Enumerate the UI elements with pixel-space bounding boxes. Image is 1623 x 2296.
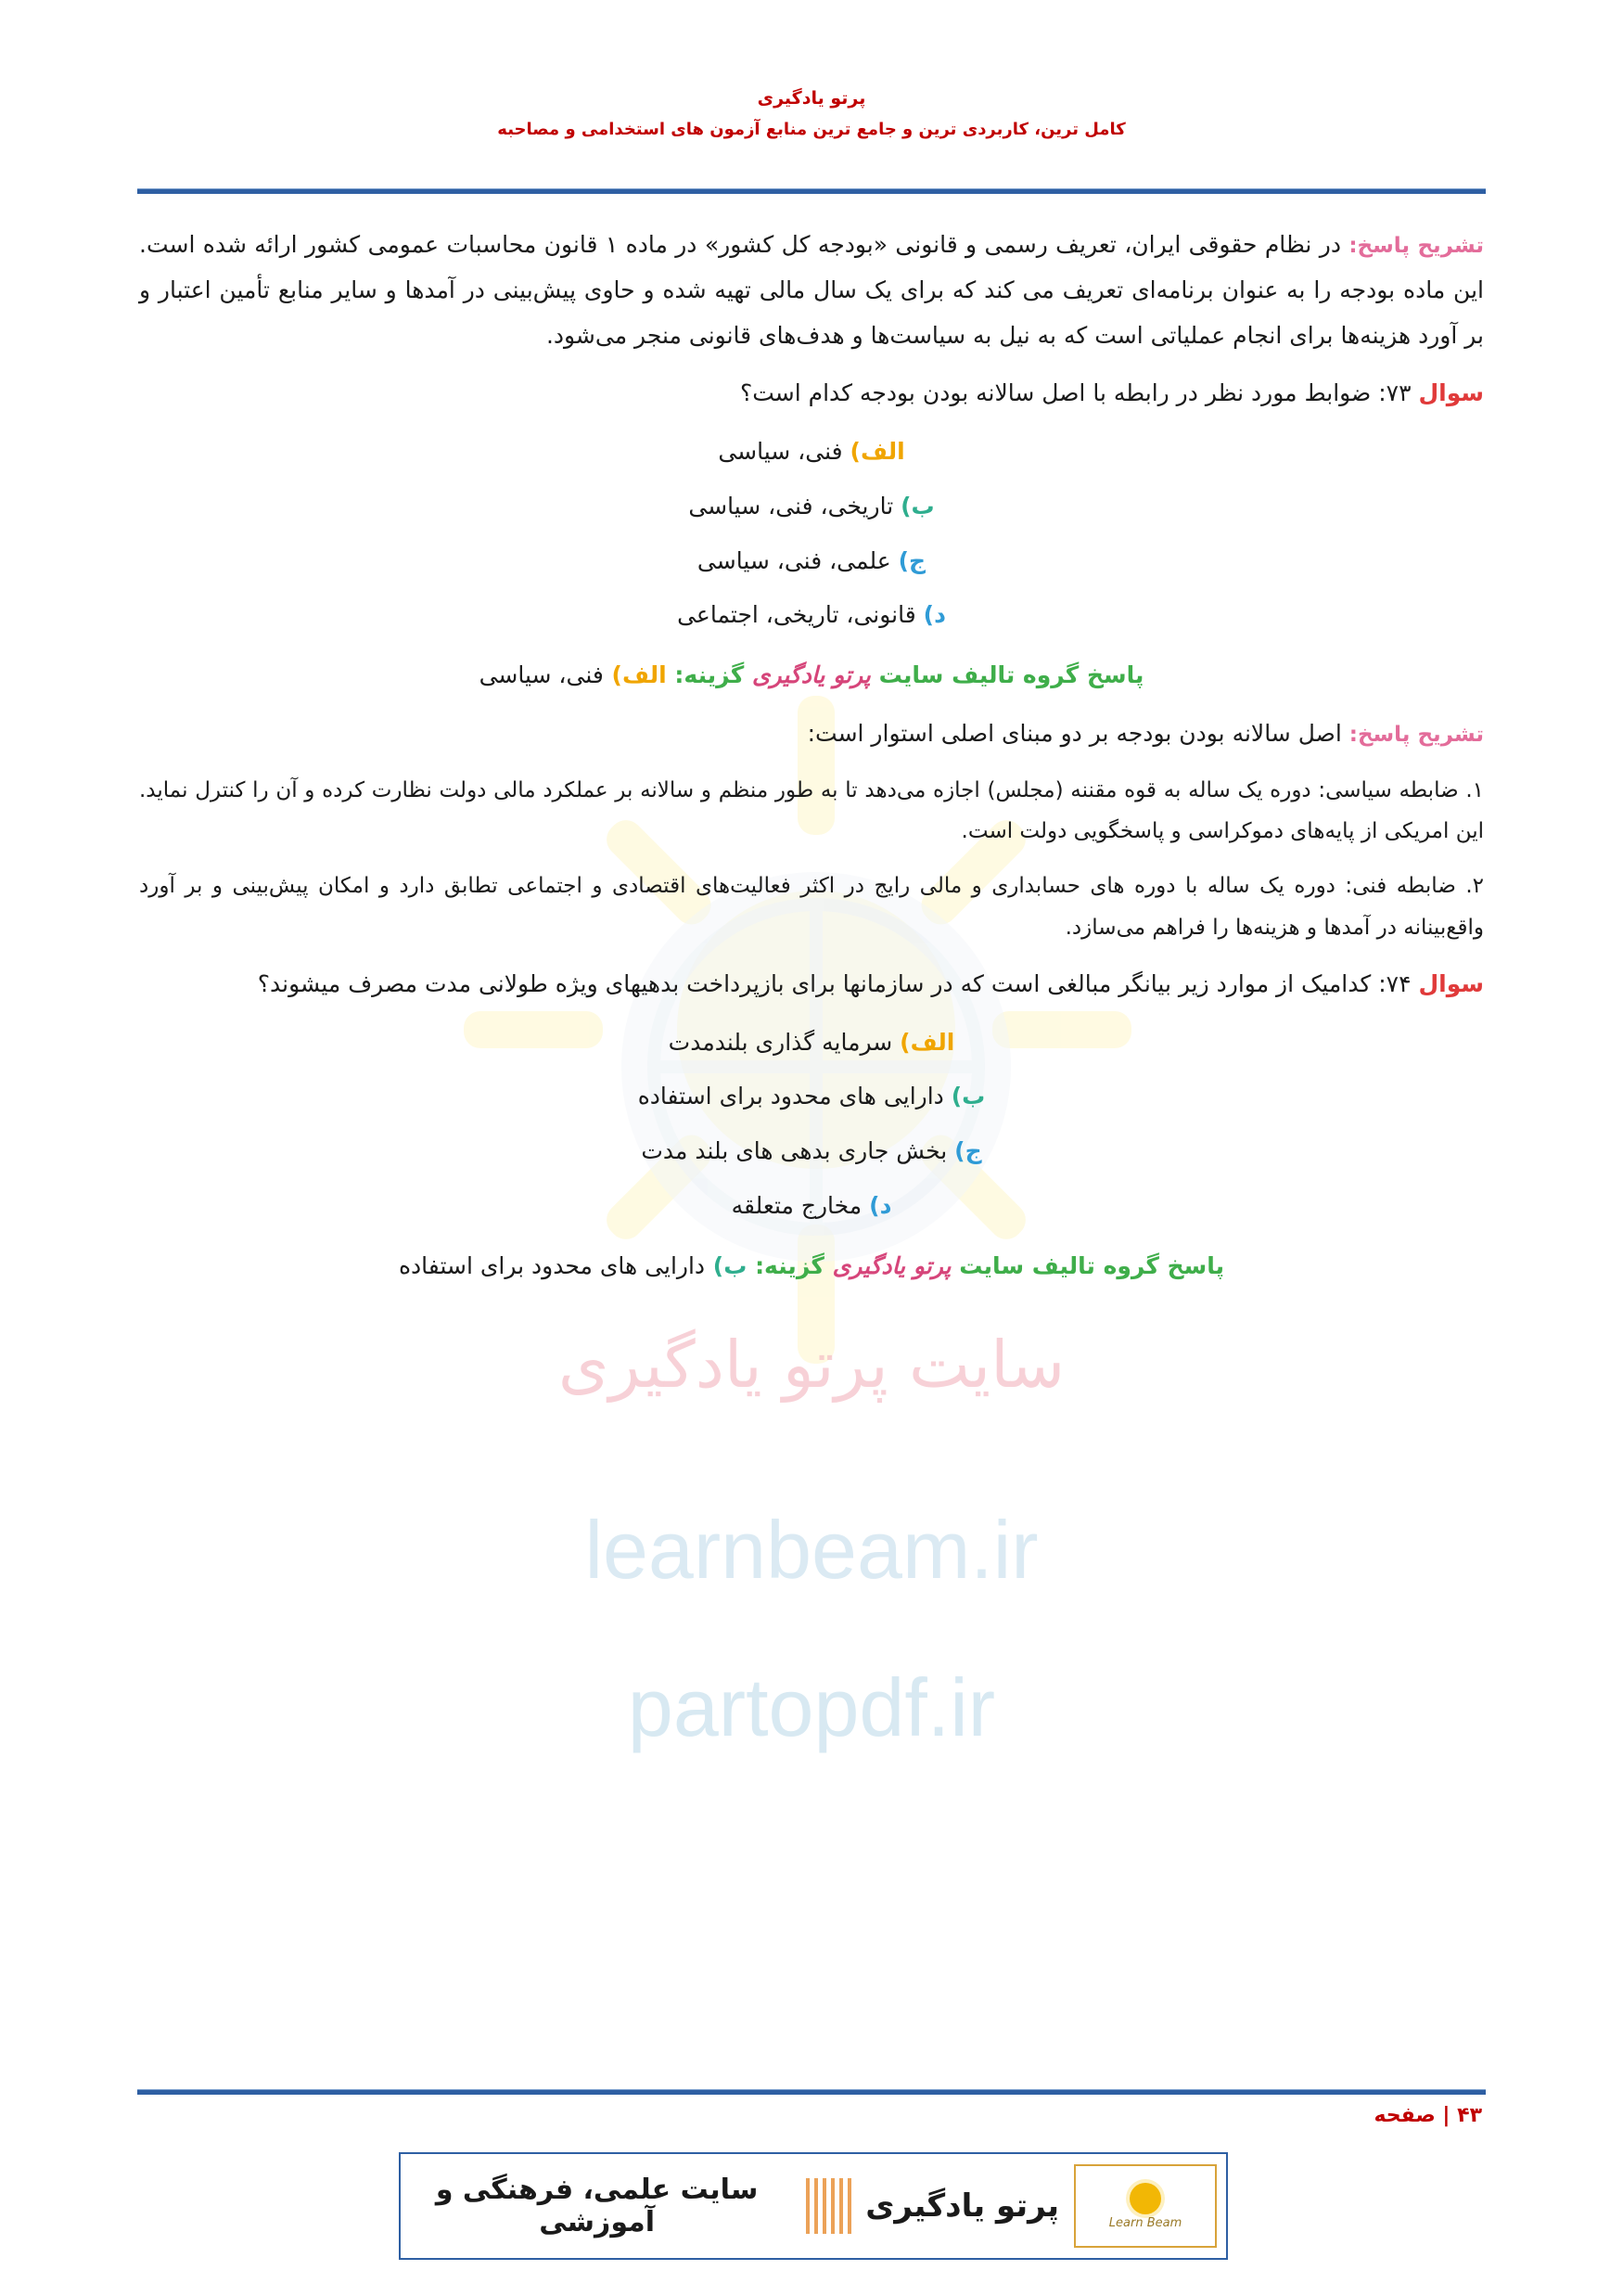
option-text: مخارج متعلقه (731, 1191, 870, 1219)
question-73-tag: سوال (1418, 379, 1484, 407)
option-text: علمی، فنی، سیاسی (696, 546, 899, 574)
explanation-tag: تشریح پاسخ: (1348, 722, 1484, 747)
question-73-answer (139, 653, 1484, 699)
answer-brand: پرتو یادگیری (751, 661, 871, 688)
list-item: ۲. ضابطه فنی: دوره یک ساله با دوره های حسابداری و مالی رایج در اکثر فعالیت‌های اقتصادی و اجتماعی تطابق دارد و امکان پیش‌بینی و بر آورد واقع‌بینانه در آمدها و هزینه‌ها را فراهم می‌سازد. (139, 874, 1484, 941)
explanation-list (139, 770, 1484, 949)
question-73-text: ۷۳: ضوابط مورد نظر در رابطه با اصل سالانه بودن بودجه کدام است؟ (739, 379, 1419, 407)
question-73-option-a[interactable] (139, 430, 1484, 475)
option-text: بخش جاری بدهی های بلند مدت (641, 1137, 955, 1165)
answer-mid: گزینه: (674, 661, 745, 688)
option-text: فنی، سیاسی (718, 438, 850, 465)
decorative-divider-icon (806, 2178, 852, 2234)
option-text: تاریخی، فنی، سیاسی (688, 492, 901, 519)
option-text: سرمایه گذاری بلندمدت (668, 1028, 901, 1056)
answer-letter: ب) (712, 1251, 748, 1279)
explanation-paragraph-2 (139, 712, 1484, 757)
page-number-label: صفحه (1374, 2104, 1436, 2127)
answer-prefix: پاسخ گروه تالیف سایت (959, 1251, 1225, 1279)
question-73-option-c[interactable] (139, 539, 1484, 584)
question-73-option-b[interactable] (139, 484, 1484, 530)
option-letter: ب) (901, 492, 935, 519)
option-letter: د) (869, 1191, 892, 1219)
answer-mid: گزینه: (755, 1251, 824, 1279)
page-number (1374, 2104, 1482, 2127)
header-title: پرتو یادگیری (757, 88, 866, 109)
list-item: ۱. ضابطه سیاسی: دوره یک ساله به قوه مقننه (مجلس) اجازه می‌دهد تا به طور منظم و سالانه بر عملکرد مالی دولت نظارت کرده و آن را کنترل نماید. این امریکی از پایه‌های دموکراسی و پاسخگویی دولت است. (139, 777, 1484, 844)
footer-divider (137, 2089, 1486, 2095)
page-header (0, 88, 1623, 139)
footer-tagline: سایت علمی، فرهنگی و آموزشی (435, 2174, 759, 2238)
option-letter: الف) (850, 438, 905, 465)
answer-rest: دارایی های محدود برای استفاده (398, 1251, 706, 1279)
answer-prefix: پاسخ گروه تالیف سایت (878, 661, 1144, 688)
question-74-option-c[interactable] (139, 1129, 1484, 1174)
footer-brand: پرتو یادگیری (865, 2187, 1059, 2225)
option-letter: ب) (951, 1083, 986, 1110)
question-74-text: ۷۴: کدامیک از موارد زیر بیانگر مبالغی است که در سازمانها برای بازپرداخت بدهیهای ویژه طولانی مدت مصرف میشوند؟ (257, 969, 1419, 997)
explanation-text-1: در نظام حقوقی ایران، تعریف رسمی و قانونی «بودجه کل کشور» در ماده ۱ قانون محاسبات عمومی کشور ارائه شده است. این ماده بودجه را به عنوان برنامه‌ای تعریف می کند که برای یک سال مالی تهیه شده و حاوی پیش‌بینی در آمدها و سایر منابع تأمین اعتبار و بر آورد هزینه‌ها برای انجام عملیاتی است که به نیل به سیاست‌ها و هدف‌های قانونی منجر می‌شود. (139, 231, 1484, 349)
question-74-option-a[interactable] (139, 1020, 1484, 1066)
question-74-answer (139, 1244, 1484, 1289)
question-74-tag: سوال (1418, 969, 1484, 997)
question-74-option-d[interactable] (139, 1184, 1484, 1229)
watermark-partopdf: partopdf.ir (627, 1661, 996, 1753)
watermark-pink-text: سایت پرتو یادگیری (557, 1327, 1066, 1403)
watermark-learnbeam: learnbeam.ir (584, 1504, 1039, 1596)
answer-letter: الف) (611, 661, 667, 688)
option-letter: د) (923, 601, 946, 629)
option-letter: الف) (900, 1028, 955, 1056)
header-subtitle: کامل ترین، کاربردی ترین و جامع ترین منابع آزمون های استخدامی و مصاحبه (497, 120, 1126, 139)
sun-icon (1130, 2183, 1161, 2214)
explanation-text-2: اصل سالانه بودن بودجه بر دو مبنای اصلی استوار است: (807, 719, 1349, 747)
logo-caption: Learn Beam (1108, 2215, 1182, 2230)
question-74-option-b[interactable] (139, 1074, 1484, 1120)
explanation-tag: تشریح پاسخ: (1348, 234, 1485, 258)
page-number-value: ۴۳ (1457, 2104, 1482, 2127)
answer-rest: فنی، سیاسی (479, 661, 604, 688)
question-73 (139, 371, 1484, 417)
explanation-paragraph-1 (139, 223, 1484, 358)
answer-brand: پرتو یادگیری (832, 1251, 952, 1279)
option-letter: ج) (954, 1137, 982, 1165)
header-divider (137, 188, 1486, 194)
footer-banner (399, 2152, 1228, 2260)
page-number-separator: | (1435, 2104, 1450, 2127)
learnbeam-logo (1074, 2164, 1217, 2248)
question-74 (139, 962, 1484, 1007)
page-content (139, 223, 1484, 1302)
option-text: دارایی های محدود برای استفاده (637, 1083, 952, 1110)
option-letter: ج) (898, 546, 927, 574)
option-text: قانونی، تاریخی، اجتماعی (677, 601, 924, 629)
question-73-option-d[interactable] (139, 593, 1484, 638)
